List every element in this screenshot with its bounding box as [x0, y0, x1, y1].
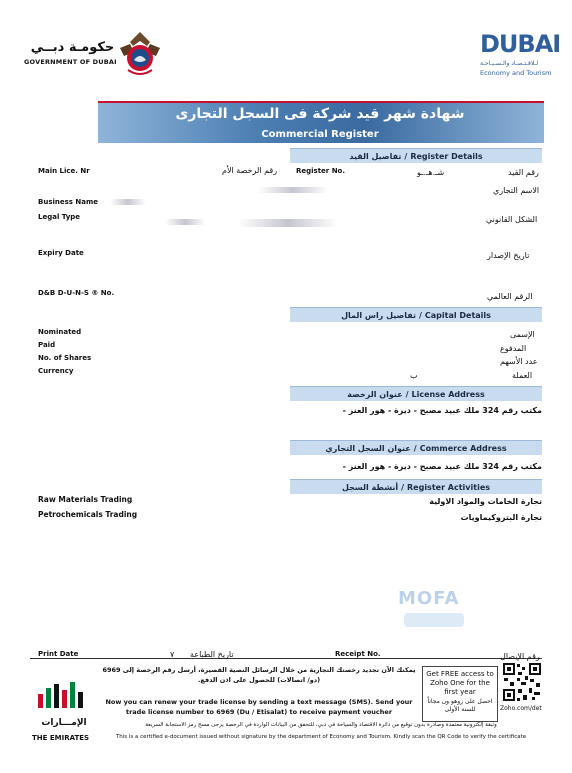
capital-details-heading-ar: تفاصيل راس المال	[341, 310, 416, 320]
dubai-brand-english: Economy and Tourism	[480, 69, 552, 77]
paid-label-ar: المدفوع	[500, 344, 527, 353]
gov-dubai-arabic: حكومـة دبــي	[30, 40, 115, 55]
register-details-heading: تفاصيل القيد / Register Details	[290, 148, 542, 163]
certified-arabic: وثيقة إلكترونية معتمدة وصادرة بدون توقيع من دائرة الاقتصاد والسياحة في دبي، للتحقق من البيانات الواردة في الرخصة يرجى مسح رمز الاستجابة السريعة	[145, 722, 497, 728]
emirates-english: THE EMIRATES	[32, 734, 90, 742]
license-address-heading-ar: عنوان الرخصة	[347, 389, 403, 399]
redacted-business-name	[110, 199, 146, 205]
license-address-value: مكتب رقم 324 ملك عبيد مصبح - ديرة - هور العنز -	[342, 406, 542, 415]
print-date-label-ar: تاريخ الطباعة	[190, 650, 234, 659]
register-no-label: Register No.	[296, 167, 346, 175]
duns-label-ar: الرقم العالمي	[487, 292, 533, 301]
commerce-address-heading-en: Commerce Address	[419, 443, 507, 453]
footer-divider	[30, 658, 542, 659]
dubai-brand-logo: DUBAI	[480, 30, 561, 58]
nominated-label-ar: الإسمى	[510, 330, 535, 339]
business-name-label-ar: الاسم التجاري	[493, 186, 540, 195]
shares-label: No. of Shares	[38, 354, 92, 362]
mofa-stamp-text: MOFA	[398, 588, 460, 609]
capital-details-heading-en: Capital Details	[424, 310, 491, 320]
currency-label: Currency	[38, 367, 74, 375]
legal-type-label: Legal Type	[38, 213, 81, 221]
issue-date-label-ar: تاريخ الإصدار	[487, 251, 530, 260]
print-date-value: ٧	[170, 650, 175, 659]
renew-notice-english: Now you can renew your trade license by sending a text message (SMS). Send your trade license number to 6969 (Du / Etisalat) to receive payment voucher	[105, 698, 413, 716]
license-address-heading-en: License Address	[411, 389, 485, 399]
commerce-address-heading: عنوان السجل التجاري / Commerce Address	[290, 440, 542, 455]
qr-code-icon	[502, 662, 542, 702]
emirates-arabic: الإمـــارات	[41, 718, 87, 728]
certified-english: This is a certified e-document issued without signature by the department of Economy and Tourism. Kindly scan the QR Code to verify the certificate	[115, 734, 527, 740]
emirates-logo-icon	[36, 680, 90, 710]
redacted-business-name-ar	[258, 187, 328, 193]
activity-ar-2: تجارة البتروكيماويات	[460, 513, 542, 522]
register-details-heading-ar: تفاصيل القيد	[349, 151, 402, 161]
zoho-offer-english: Get FREE access to Zoho One for the first year	[426, 670, 494, 696]
legal-type-label-ar: الشكل القانوني	[486, 215, 538, 224]
title-arabic: شهادة شهر قيد شركة فى السجل التجارى	[175, 106, 465, 122]
business-name-label: Business Name	[38, 198, 99, 206]
register-details-heading-en: Register Details	[410, 151, 483, 161]
zoho-url: Zoho.com/det	[500, 705, 542, 712]
receipt-label-ar: رقم الإيصال	[500, 652, 540, 661]
dubai-brand-arabic: لـلاقـتـصـاد والـسـيـاحـة	[480, 60, 539, 67]
renew-notice-arabic: يمكنك الآن تجديد رخصتك التجارية من خلال الرسائل النصية القصيرة، أرسل رقم الرخصة إلى 6969 (دو/ اتصالات) للحصول على اذن الدفع.	[102, 666, 416, 684]
shares-label-ar: عدد الأسهم	[500, 357, 538, 366]
register-activities-heading-ar: أنشطة السجل	[341, 482, 399, 492]
redacted-legal-type	[165, 219, 205, 225]
receipt-label: Receipt No.	[335, 650, 381, 658]
expiry-date-label: Expiry Date	[38, 249, 84, 257]
activity-ar-1: تجارة الخامات والمواد الاولية	[429, 497, 542, 506]
register-no-value: شـ.هـ.ـو	[417, 168, 445, 177]
main-lice-label: Main Lice. Nr	[38, 167, 90, 175]
title-english: Commercial Register	[261, 129, 379, 140]
register-no-label-ar: رقم القيد	[508, 168, 539, 177]
activity-en-2: Petrochemicals Trading	[38, 510, 138, 519]
register-activities-heading: أنشطة السجل / Register Activities	[290, 479, 542, 494]
print-date-label: Print Date	[38, 650, 79, 658]
duns-label: D&B D-U-N-S ® No.	[38, 289, 115, 297]
license-address-heading: عنوان الرخصة / License Address	[290, 386, 542, 401]
currency-label-ar: العملة	[512, 371, 533, 380]
gov-dubai-english: GOVERNMENT OF DUBAI	[24, 58, 117, 66]
zoho-offer-arabic: احصل على زوهو ون مجاناً للسنة الأولى	[427, 698, 493, 713]
paid-label: Paid	[38, 341, 56, 349]
commerce-address-heading-ar: عنوان السجل التجاري	[325, 443, 411, 453]
commerce-address-value: مكتب رقم 324 ملك عبيد مصبح - ديرة - هور العنز -	[342, 462, 542, 471]
capital-details-heading: تفاصيل راس المال / Capital Details	[290, 307, 542, 322]
activity-en-1: Raw Materials Trading	[38, 495, 133, 504]
mofa-stamp	[398, 588, 528, 622]
dubai-emblem-icon	[114, 28, 166, 80]
redacted-legal-type-ar	[238, 219, 338, 227]
nominated-label: Nominated	[38, 328, 82, 336]
currency-value: ب	[410, 371, 418, 380]
register-activities-heading-en: Register Activities	[407, 482, 491, 492]
main-lice-label-ar: رقم الرخصة الأم	[222, 166, 278, 175]
